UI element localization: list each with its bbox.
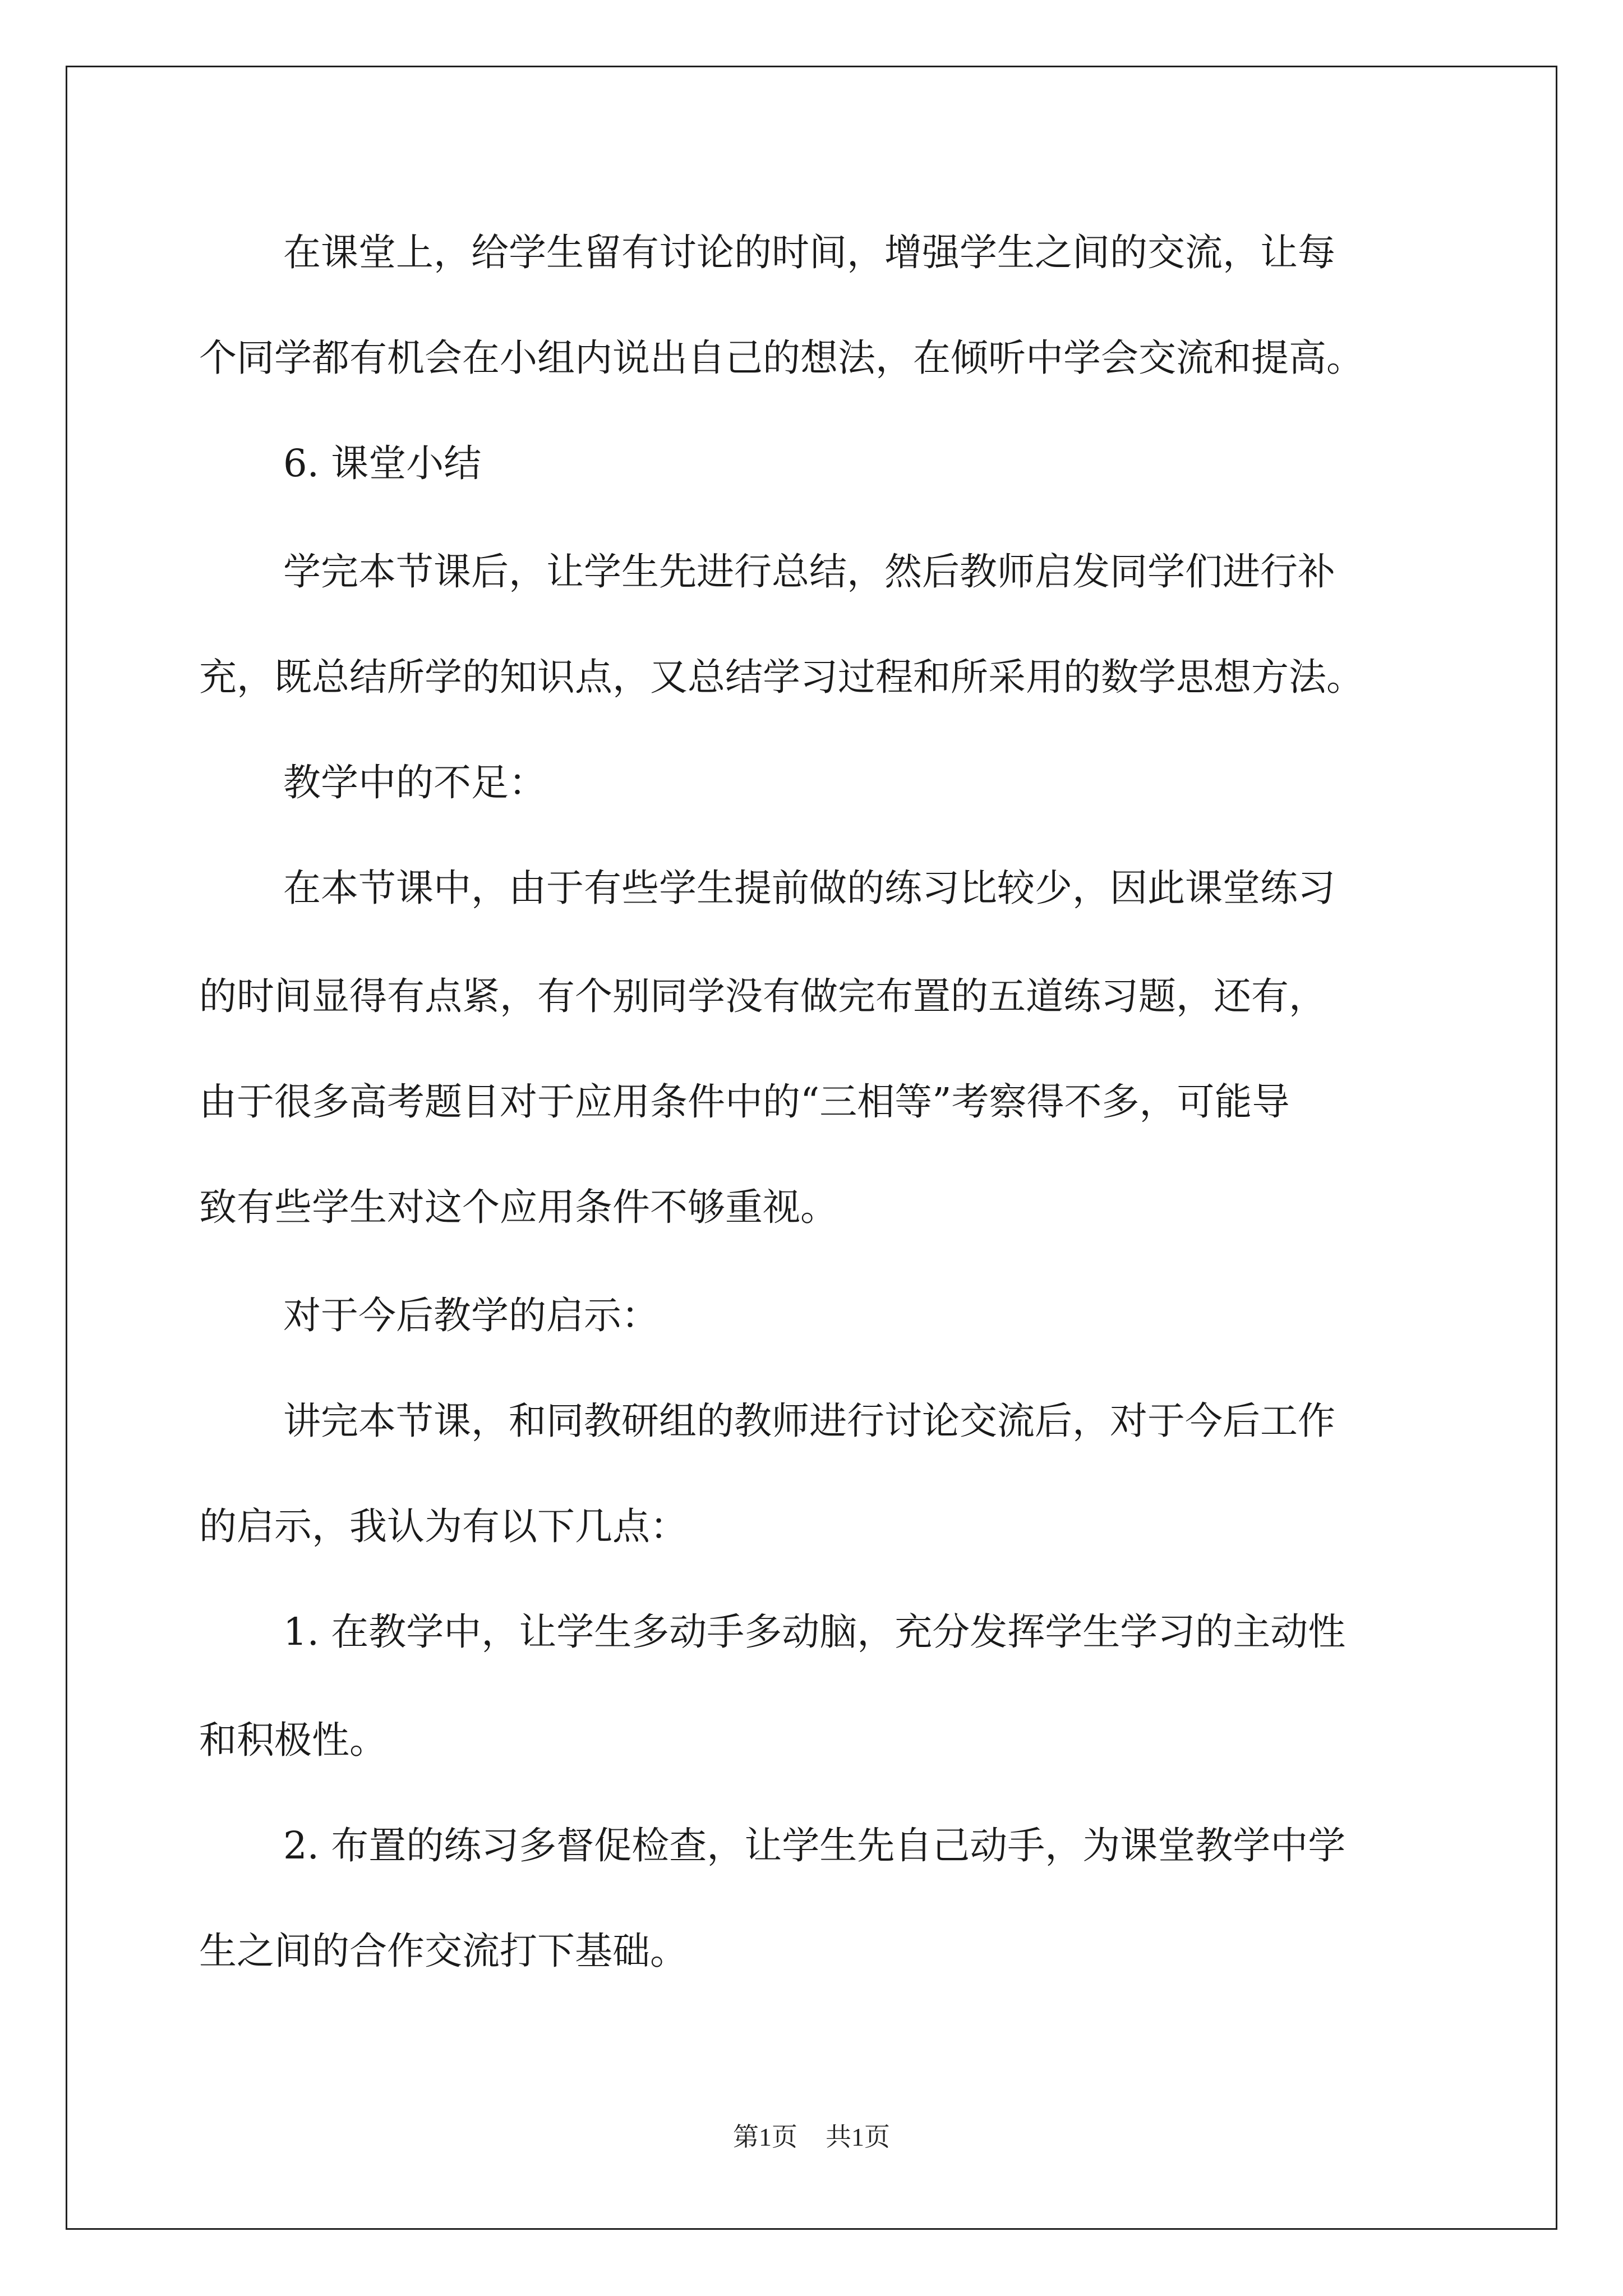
paragraph-line: 致有些学生对这个应用条件不够重视。 <box>199 1185 838 1229</box>
page-number: 第1页 <box>733 2123 797 2151</box>
section-heading: 对于今后教学的启示： <box>283 1294 659 1337</box>
list-item-line: 和积极性。 <box>199 1718 387 1762</box>
paragraph-line: 充，既总结所学的知识点，又总结学习过程和所采用的数学思想方法。 <box>199 655 1364 699</box>
paragraph-line: 的启示，我认为有以下几点： <box>199 1504 688 1548</box>
page-border <box>66 66 1557 2230</box>
list-item-line: 2. 布置的练习多督促检查，让学生先自己动手，为课堂教学中学 <box>283 1824 1346 1867</box>
list-item-line: 生之间的合作交流打下基础。 <box>199 1929 688 1973</box>
list-item-line: 1. 在教学中，让学生多动手多动脑，充分发挥学生学习的主动性 <box>283 1610 1346 1654</box>
paragraph-line: 个同学都有机会在小组内说出自己的想法，在倾听中学会交流和提高。 <box>199 336 1364 380</box>
section-heading: 教学中的不足： <box>283 761 546 804</box>
paragraph-line: 在本节课中，由于有些学生提前做的练习比较少，因此课堂练习 <box>283 866 1335 910</box>
page-footer <box>0 2123 1623 2151</box>
paragraph-line: 在课堂上，给学生留有讨论的时间，增强学生之间的交流，让每 <box>283 231 1335 274</box>
section-heading: 6. 课堂小结 <box>283 441 482 485</box>
paragraph-line: 讲完本节课，和同教研组的教师进行讨论交流后，对于今后工作 <box>283 1399 1335 1443</box>
paragraph-line: 由于很多高考题目对于应用条件中的“三相等”考察得不多，可能导 <box>199 1080 1290 1124</box>
paragraph-line: 学完本节课后，让学生先进行总结，然后教师启发同学们进行补 <box>283 550 1335 593</box>
paragraph-line: 的时间显得有点紧，有个别同学没有做完布置的五道练习题，还有， <box>199 974 1326 1018</box>
page-total: 共1页 <box>826 2123 890 2151</box>
